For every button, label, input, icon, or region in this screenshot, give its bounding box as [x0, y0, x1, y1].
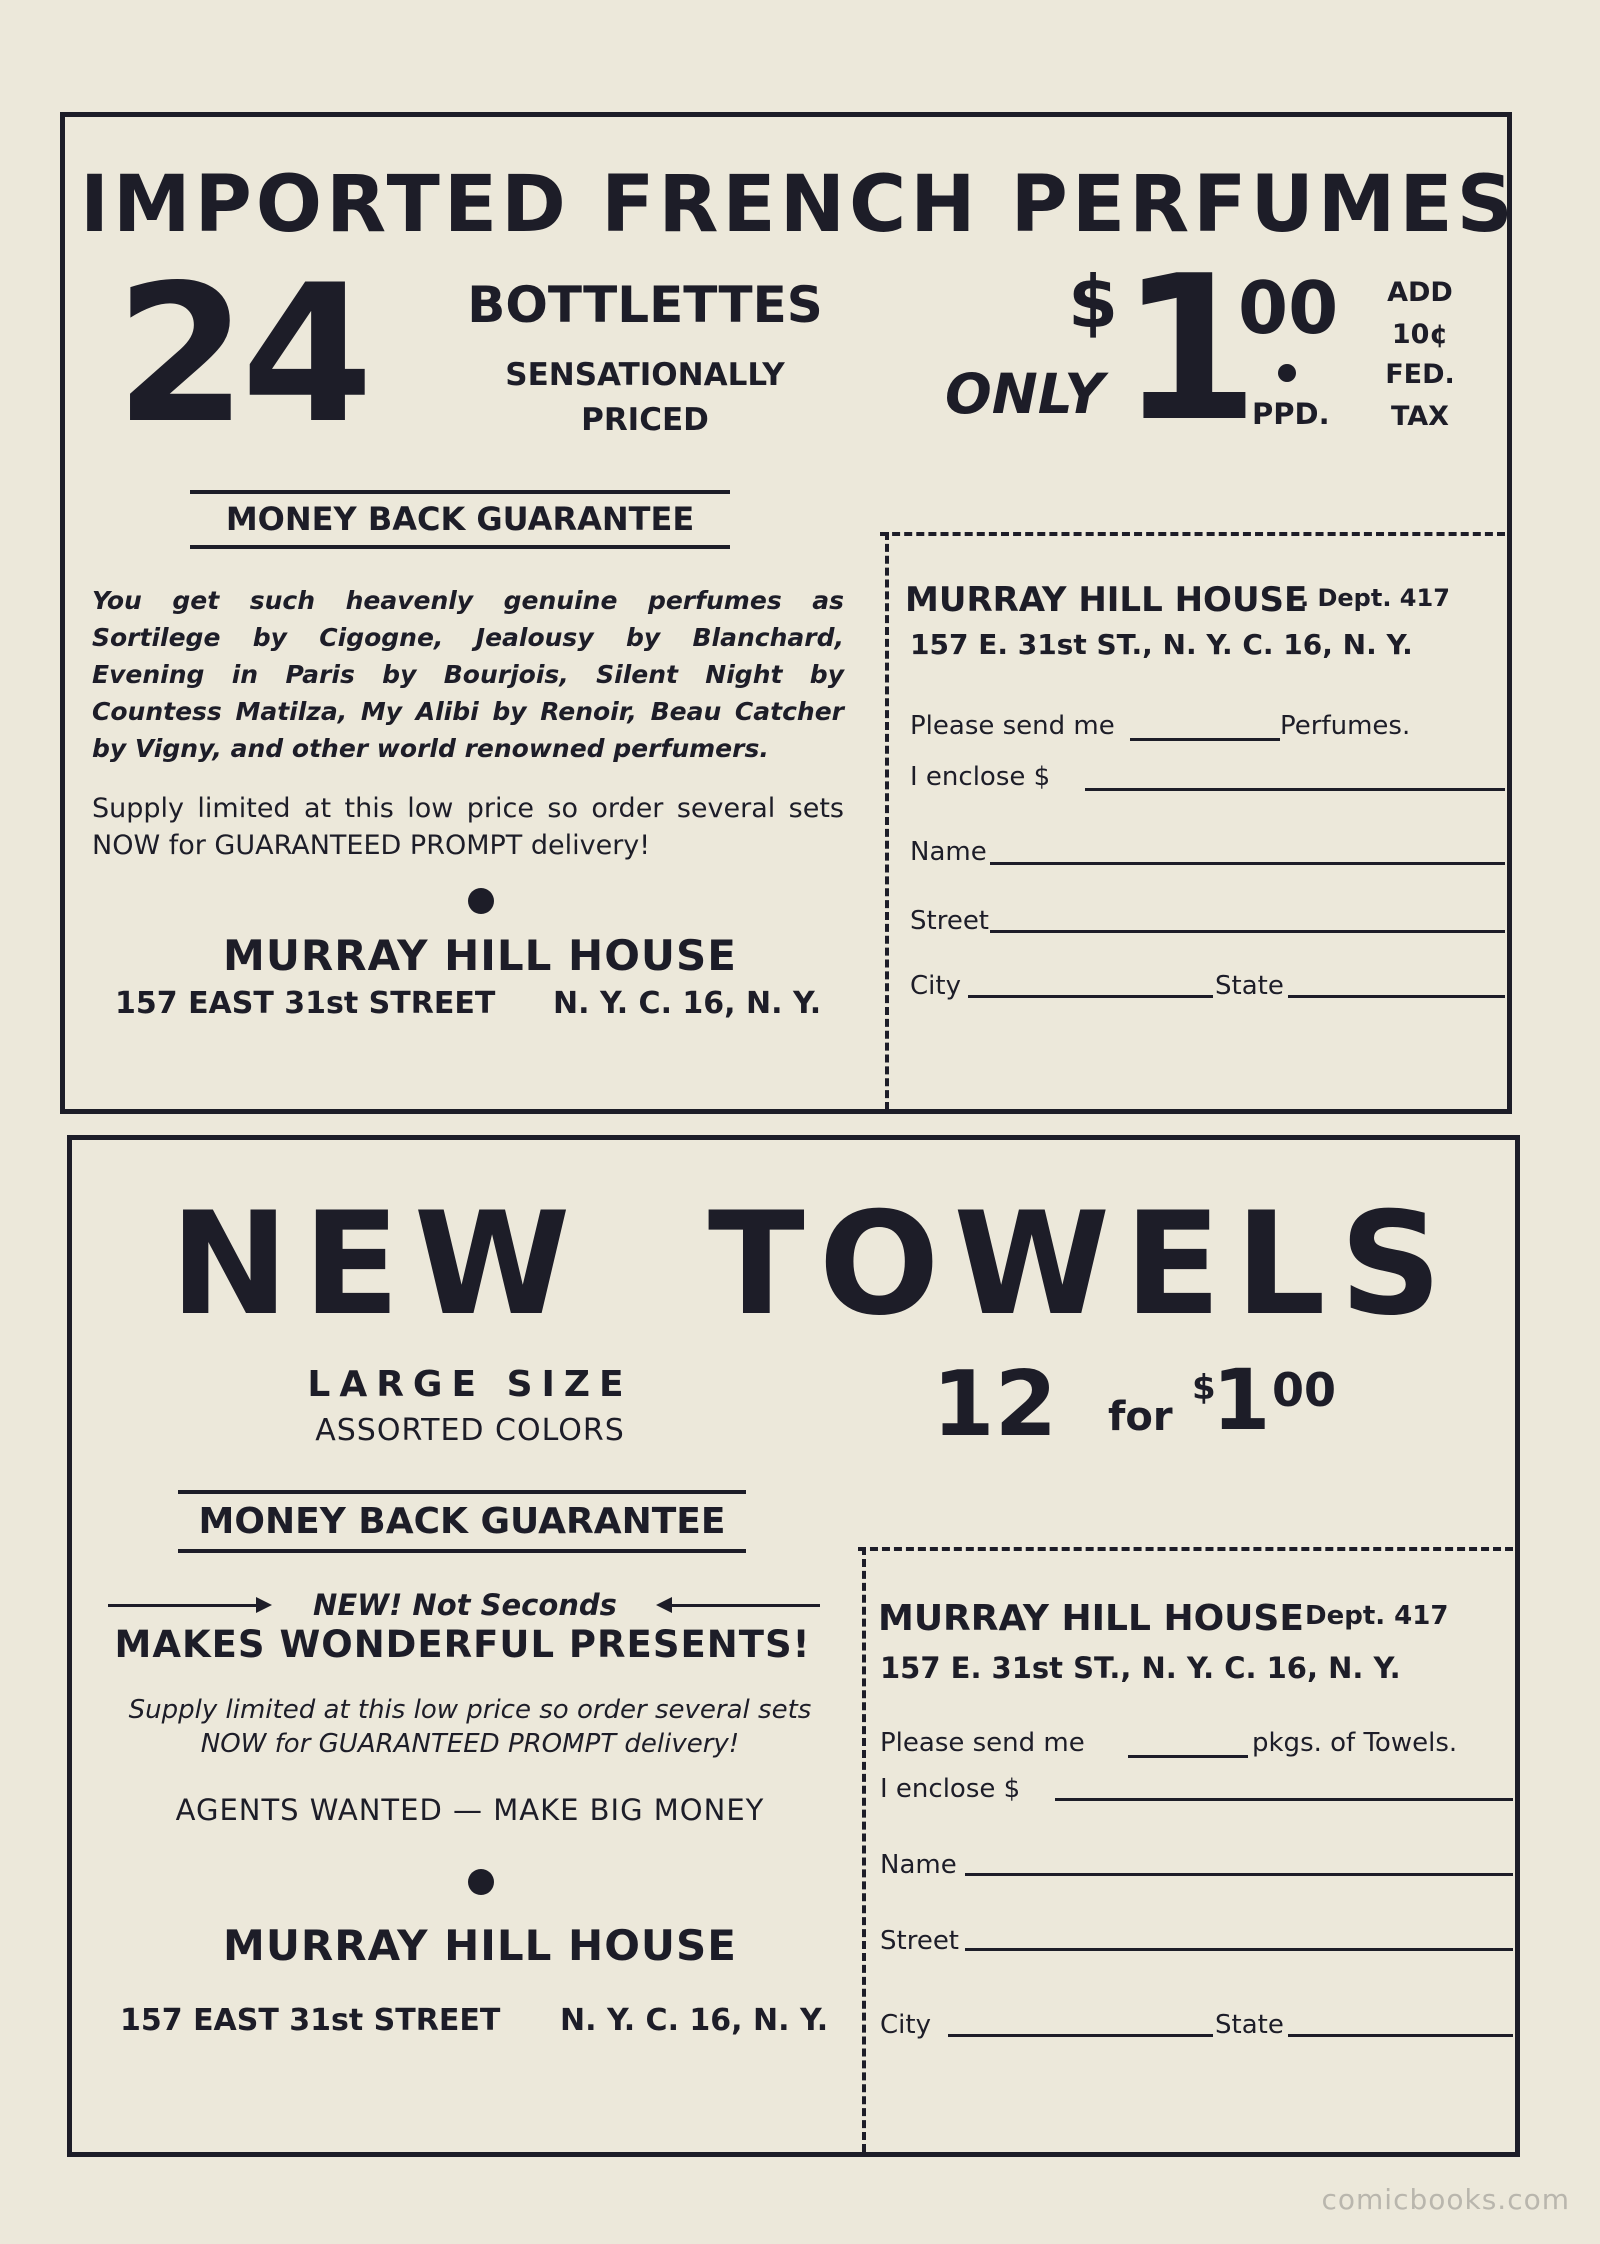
agents-wanted: AGENTS WANTED — MAKE BIG MONEY — [175, 1793, 765, 1827]
coupon-cut-line-top — [880, 532, 1505, 536]
coupon-dept: . Dept. 417 — [1300, 584, 1450, 612]
towel-guarantee-rule-top — [178, 1490, 746, 1494]
towel-headline: NEW TOWELS — [170, 1182, 1456, 1347]
towel-dollar-sign: $ — [1192, 1368, 1216, 1408]
city-field[interactable] — [968, 995, 1213, 998]
perfume-count: 24 — [115, 244, 368, 465]
perfume-street: 157 EAST 31st STREET — [115, 986, 496, 1021]
towel-send-label: Please send me — [880, 1728, 1085, 1758]
perfume-city: N. Y. C. 16, N. Y. — [553, 986, 822, 1021]
guarantee-rule-bottom — [190, 545, 730, 549]
towel-street-field[interactable] — [965, 1948, 1513, 1951]
towel-city-label: City — [880, 2010, 931, 2040]
bullet-dot — [468, 888, 494, 914]
towel-for: for — [1108, 1394, 1173, 1440]
towel-coupon-company: MURRAY HILL HOUSE — [878, 1598, 1304, 1639]
enclose-label: I enclose $ — [910, 762, 1051, 792]
watermark: comicbooks.com — [1321, 2183, 1570, 2216]
left-arrow-icon — [660, 1604, 820, 1607]
street-field[interactable] — [990, 930, 1505, 933]
towel-street: 157 EAST 31st STREET — [120, 2003, 501, 2038]
towel-qty: 12 — [932, 1352, 1058, 1457]
towel-bullet-dot — [468, 1869, 494, 1895]
towel-coupon-address: 157 E. 31st ST., N. Y. C. 16, N. Y. — [880, 1651, 1401, 1685]
coupon-cut-line-side — [885, 532, 889, 1110]
ppd-label: PPD. — [1252, 397, 1330, 431]
towel-coupon-dept: Dept. 417 — [1305, 1601, 1449, 1631]
guarantee-rule-top — [190, 490, 730, 494]
send-suffix: Perfumes. — [1280, 711, 1411, 741]
state-field[interactable] — [1288, 995, 1505, 998]
name-label: Name — [910, 837, 987, 867]
towel-size: LARGE SIZE — [307, 1364, 633, 1405]
towel-coupon-cut-line-top — [858, 1547, 1513, 1551]
perfume-description: You get such heavenly genuine perfumes as Sortilege by Cigogne, Jealousy by Blanchard, Evening in Paris by Bourjois, Silent Night by Countess Matilza, My Alibi by Renoir, Beau Catcher by Vigny, and other world renowned perfumers. — [92, 586, 844, 763]
send-label: Please send me — [910, 711, 1115, 741]
towel-quantity-field[interactable] — [1128, 1755, 1248, 1758]
presents-label: MAKES WONDERFUL PRESENTS! — [114, 1623, 811, 1666]
perfume-dollar-sign: $ — [1068, 260, 1119, 344]
city-label: City — [910, 971, 961, 1001]
price-dot — [1278, 364, 1296, 382]
state-label: State — [1215, 971, 1284, 1001]
perfume-supply-text: Supply limited at this low price so order several sets NOW for GUARANTEED PROMPT delivery! — [92, 793, 844, 861]
towel-coupon-cut-line-side — [862, 1547, 866, 2152]
coupon-company: MURRAY HILL HOUSE — [905, 580, 1308, 620]
towel-amount-field[interactable] — [1055, 1798, 1513, 1801]
towel-state-field[interactable] — [1288, 2034, 1513, 2037]
towel-supply-text: Supply limited at this low price so order several sets NOW for GUARANTEED PROMPT delivery! — [128, 1695, 812, 1759]
tax-line3: FED. — [1385, 359, 1455, 390]
towel-state-label: State — [1215, 2010, 1284, 2040]
towel-street-label: Street — [880, 1926, 960, 1956]
not-seconds: NEW! Not Seconds — [313, 1588, 617, 1622]
right-arrow-icon — [108, 1604, 268, 1607]
towel-city-field[interactable] — [948, 2034, 1213, 2037]
towel-guarantee: MONEY BACK GUARANTEE — [198, 1501, 726, 1542]
towel-enclose-label: I enclose $ — [880, 1774, 1021, 1804]
name-field[interactable] — [990, 862, 1505, 865]
towel-price-cents: 00 — [1272, 1363, 1337, 1417]
amount-field[interactable] — [1085, 788, 1505, 791]
perfume-headline: IMPORTED FRENCH PERFUMES — [80, 160, 1517, 250]
sensationally-label: SENSATIONALLY — [505, 357, 785, 393]
priced-label: PRICED — [581, 402, 709, 438]
towel-price-main: 1 — [1212, 1351, 1271, 1449]
towel-send-suffix: pkgs. of Towels. — [1252, 1728, 1458, 1758]
coupon-address: 157 E. 31st ST., N. Y. C. 16, N. Y. — [910, 628, 1413, 661]
perfume-price-cents: 00 — [1238, 266, 1339, 350]
street-label: Street — [910, 906, 990, 936]
bottlettes-label: BOTTLETTES — [467, 276, 823, 334]
towel-name-field[interactable] — [965, 1873, 1513, 1876]
tax-line2: 10¢ — [1391, 319, 1449, 350]
only-label: ONLY — [945, 362, 1105, 426]
perfume-guarantee: MONEY BACK GUARANTEE — [225, 500, 695, 538]
quantity-field[interactable] — [1130, 738, 1280, 741]
perfume-price-main: 1 — [1120, 233, 1260, 466]
towel-company: MURRAY HILL HOUSE — [223, 1921, 737, 1970]
towel-city: N. Y. C. 16, N. Y. — [560, 2003, 829, 2038]
tax-line1: ADD — [1387, 277, 1453, 308]
towel-colors: ASSORTED COLORS — [315, 1413, 625, 1448]
towel-name-label: Name — [880, 1850, 957, 1880]
towel-guarantee-rule-bottom — [178, 1549, 746, 1553]
tax-line4: TAX — [1390, 401, 1450, 432]
perfume-company: MURRAY HILL HOUSE — [223, 931, 737, 980]
